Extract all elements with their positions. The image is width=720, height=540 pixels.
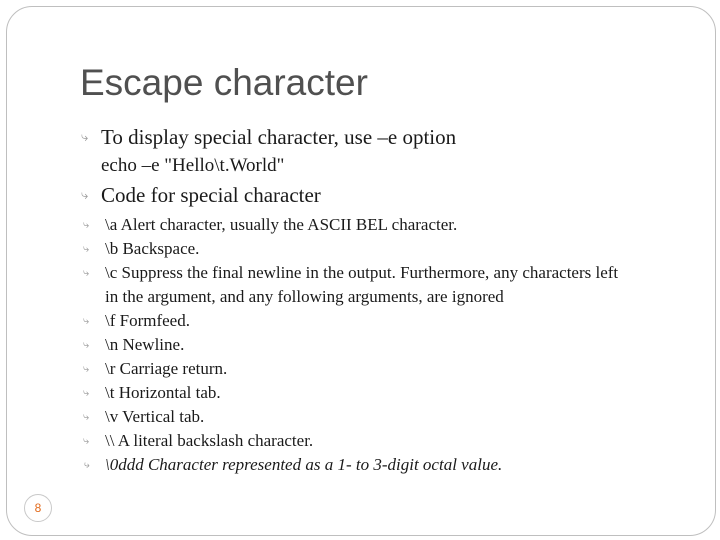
curved-arrow-bullet-icon: ⤷ <box>83 314 90 327</box>
slide-title: Escape character <box>80 62 368 103</box>
code-item <box>83 237 621 261</box>
curved-arrow-bullet-icon: ⤷ <box>83 410 90 423</box>
curved-arrow-bullet-icon: ⤷ <box>83 434 90 447</box>
code-item <box>83 261 625 309</box>
code-item <box>83 213 621 237</box>
slide <box>6 6 716 536</box>
curved-arrow-bullet-icon: ⤷ <box>81 130 89 145</box>
curved-arrow-bullet-icon: ⤷ <box>83 266 90 279</box>
bullet-text: Code for special character <box>101 183 321 207</box>
code-text: \a Alert character, usually the ASCII BEL character. <box>105 215 458 234</box>
bullet-echo-option <box>81 121 621 153</box>
code-item <box>83 357 621 381</box>
curved-arrow-bullet-icon: ⤷ <box>83 242 90 255</box>
curved-arrow-bullet-icon: ⤷ <box>81 188 89 203</box>
code-text: \b Backspace. <box>105 239 200 258</box>
code-text: \f Formfeed. <box>105 311 190 330</box>
code-text: \\ A literal backslash character. <box>105 431 314 450</box>
code-text: \c Suppress the final newline in the output. Furthermore, any characters left in the argument, and any following arguments, are ignored <box>105 263 619 306</box>
bullet-special-codes <box>81 179 621 211</box>
code-item <box>83 309 621 333</box>
code-item <box>83 453 621 477</box>
curved-arrow-bullet-icon: ⤷ <box>83 386 90 399</box>
page-number: 8 <box>24 494 52 522</box>
curved-arrow-bullet-icon: ⤷ <box>83 458 90 471</box>
code-item <box>83 333 621 357</box>
code-text: \t Horizontal tab. <box>105 383 221 402</box>
code-text: \n Newline. <box>105 335 185 354</box>
code-text: \v Vertical tab. <box>105 407 205 426</box>
curved-arrow-bullet-icon: ⤷ <box>83 338 90 351</box>
escape-code-list <box>81 213 621 477</box>
echo-example: echo –e "Hello\t.World" <box>101 155 285 176</box>
code-item <box>83 405 621 429</box>
code-text: \r Carriage return. <box>105 359 228 378</box>
slide-content <box>81 121 621 477</box>
code-text: \0ddd Character represented as a 1- to 3-digit octal value. <box>105 455 503 474</box>
code-item <box>83 429 621 453</box>
curved-arrow-bullet-icon: ⤷ <box>83 362 90 375</box>
code-item <box>83 381 621 405</box>
bullet-text: To display special character, use –e option <box>101 125 457 149</box>
curved-arrow-bullet-icon: ⤷ <box>83 218 90 231</box>
